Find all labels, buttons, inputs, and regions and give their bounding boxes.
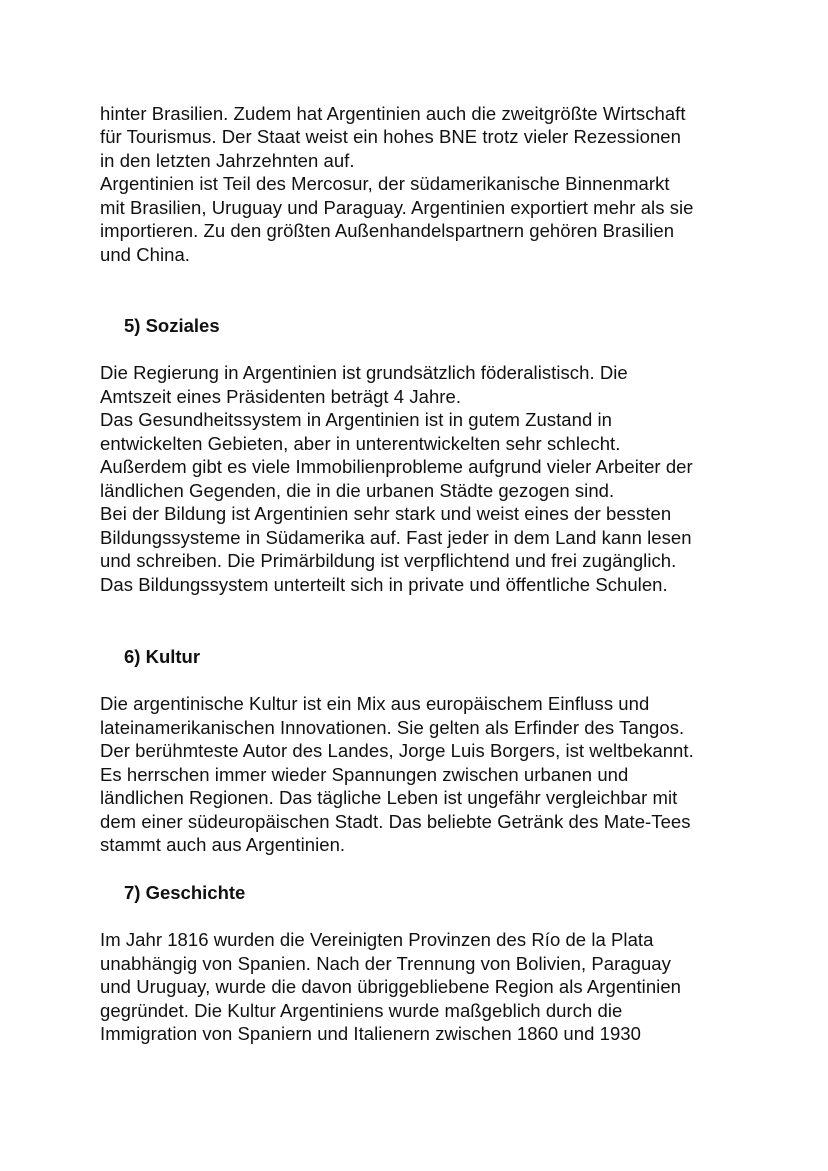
paragraph-line: Bei der Bildung ist Argentinien sehr stark und weist eines der bessten [100, 503, 672, 524]
paragraph-line: Der berühmteste Autor des Landes, Jorge Luis Borgers, ist weltbekannt. [100, 740, 694, 761]
paragraph-line: Die argentinische Kultur ist ein Mix aus europäischem Einfluss und [100, 693, 650, 714]
paragraph-line: in den letzten Jahrzehnten auf. [100, 150, 355, 171]
paragraph-line: und China. [100, 244, 190, 265]
paragraph-line: ländlichen Gegenden, die in die urbanen Städte gezogen sind. [100, 480, 615, 501]
paragraph-line: Amtszeit eines Präsidenten beträgt 4 Jahre. [100, 386, 462, 407]
paragraph-line: dem einer südeuropäischen Stadt. Das beliebte Getränk des Mate-Tees [100, 811, 691, 832]
paragraph-line: mit Brasilien, Uruguay und Paraguay. Argentinien exportiert mehr als sie [100, 197, 694, 218]
paragraph-line: Außerdem gibt es viele Immobilienprobleme aufgrund vieler Arbeiter der [100, 456, 693, 477]
paragraph-line: und Uruguay, wurde die davon übriggebliebene Region als Argentinien [100, 976, 682, 997]
paragraph-line: unabhängig von Spanien. Nach der Trennung von Bolivien, Paraguay [100, 953, 671, 974]
paragraph-line: ländlichen Regionen. Das tägliche Leben ist ungefähr vergleichbar mit [100, 787, 678, 808]
paragraph-line: entwickelten Gebieten, aber in unterentwickelten sehr schlecht. [100, 433, 621, 454]
paragraph-line: Es herrschen immer wieder Spannungen zwischen urbanen und [100, 764, 629, 785]
paragraph-line: Das Bildungssystem unterteilt sich in private und öffentliche Schulen. [100, 574, 668, 595]
paragraph-line: gegründet. Die Kultur Argentiniens wurde maßgeblich durch die [100, 1000, 623, 1021]
paragraph-line: importieren. Zu den größten Außenhandelspartnern gehören Brasilien [100, 220, 675, 241]
paragraph-line: Im Jahr 1816 wurden die Vereinigten Provinzen des Río de la Plata [100, 929, 654, 950]
paragraph-line: Die Regierung in Argentinien ist grundsätzlich föderalistisch. Die [100, 362, 628, 383]
section-heading-geschichte: 7) Geschichte [124, 882, 246, 903]
paragraph-line: für Tourismus. Der Staat weist ein hohes BNE trotz vieler Rezessionen [100, 126, 681, 147]
paragraph-line: hinter Brasilien. Zudem hat Argentinien auch die zweitgrößte Wirtschaft [100, 103, 686, 124]
paragraph-line: Immigration von Spaniern und Italienern zwischen 1860 und 1930 [100, 1023, 641, 1044]
paragraph-line: Das Gesundheitssystem in Argentinien ist in gutem Zustand in [100, 409, 613, 430]
section-heading-kultur: 6) Kultur [124, 646, 201, 667]
paragraph-line: Bildungssysteme in Südamerika auf. Fast jeder in dem Land kann lesen [100, 527, 692, 548]
paragraph-line: stammt auch aus Argentinien. [100, 834, 346, 855]
paragraph-line: und schreiben. Die Primärbildung ist verpflichtend und frei zugänglich. [100, 550, 677, 571]
paragraph-line: lateinamerikanischen Innovationen. Sie gelten als Erfinder des Tangos. [100, 717, 685, 738]
section-heading-soziales: 5) Soziales [124, 315, 220, 336]
paragraph-line: Argentinien ist Teil des Mercosur, der südamerikanische Binnenmarkt [100, 173, 670, 194]
